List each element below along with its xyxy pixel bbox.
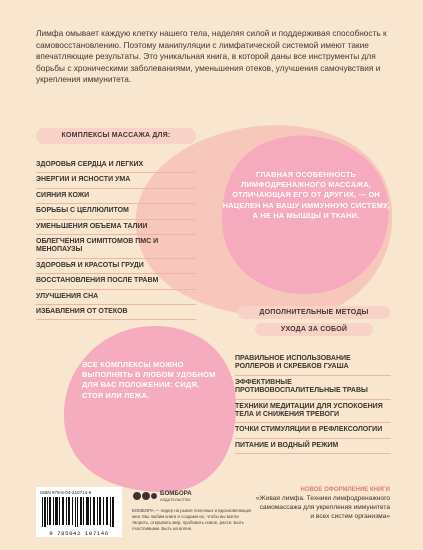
list-item: ИЗБАВЛЕНИЯ ОТ ОТЕКОВ: [36, 305, 196, 320]
isbn: ISBN 978-5-04-210714-6: [40, 490, 92, 495]
list-item: ТЕХНИКИ МЕДИТАЦИИ ДЛЯ УСПОКОЕНИЯ ТЕЛА И СНИЖЕНИЯ ТРЕВОГИ: [235, 400, 391, 424]
pink-blob-bottom: [58, 320, 243, 498]
publisher-logo-icon: [132, 490, 158, 502]
list-item: БОРЬБЫ С ЦЕЛЛЮЛИТОМ: [36, 204, 196, 219]
massage-heading: КОМПЛЕКСЫ МАССАЖА ДЛЯ:: [61, 132, 171, 139]
publisher-about: БОМБОРА — лидер на рынке полезных и вдохновляющих книг. Мы любим книги и создаем их, чтобы вы могли творить, открывать мир, пробовать новое, расти. Быть счастливыми. Быть на волне.: [132, 508, 252, 531]
massage-list: [36, 158, 196, 320]
feature-statement: ГЛАВНАЯ ОСОБЕННОСТЬ ЛИМФОДРЕНАЖНОГО МАССАЖА, ОТЛИЧАЮЩАЯ ЕГО ОТ ДРУГИХ, — ОН НАЦЕЛЕН НА ВАШУ ИММУННУЮ СИСТЕМУ, А НЕ НА МЫШЦЫ И ТКАНИ.: [222, 170, 390, 220]
extra-heading-line1: ДОПОЛНИТЕЛЬНЫЕ МЕТОДЫ: [259, 309, 369, 316]
extra-heading-pill: [238, 306, 390, 319]
extra-list: [235, 352, 391, 454]
list-item: ЗДОРОВЬЯ И КРАСОТЫ ГРУДИ: [36, 259, 196, 274]
list-item: СИЯНИЯ КОЖИ: [36, 189, 196, 204]
new-edition-title: «Живая лимфа. Техники лимфодренажного самомассажа для укрепления иммунитета и всех систем организма»: [255, 495, 390, 520]
list-item: ОБЛЕГЧЕНИЯ СИМПТОМОВ ПМС И МЕНОПАУЗЫ: [36, 235, 196, 259]
barcode-number: 9 785042 107146: [49, 530, 109, 537]
list-item: ПРАВИЛЬНОЕ ИСПОЛЬЗОВАНИЕ РОЛЛЕРОВ И СКРЕБКОВ ГУАША: [235, 352, 391, 376]
publisher-name: БОМБОРА: [160, 490, 192, 497]
massage-heading-pill: [36, 128, 196, 144]
intro-paragraph: Лимфа омывает каждую клетку нашего тела, наделяя силой и поддерживая способность к самовосстановлению. Поэтому манипуляции с лимфатической системой имеют такие впечатляющие результаты. Это уникальная книга, в которой даны все инструменты для борьбы с хроническими заболеваниями, уменьшения отеков, улучшения самочувствия и укрепления иммунитета.: [36, 28, 387, 85]
extra-heading-pill-2: [255, 323, 373, 336]
extra-heading-line2: УХОДА ЗА СОБОЙ: [280, 326, 348, 333]
new-edition-label: НОВОЕ ОФОРМЛЕНИЕ КНИГИ: [300, 487, 390, 493]
list-item: УМЕНЬШЕНИЯ ОБЪЕМА ТАЛИИ: [36, 220, 196, 235]
list-item: ЭФФЕКТИВНЫЕ ПРОТИВОВОСПАЛИТЕЛЬНЫЕ ТРАВЫ: [235, 376, 391, 400]
list-item: УЛУЧШЕНИЯ СНА: [36, 290, 196, 305]
list-item: ВОССТАНОВЛЕНИЯ ПОСЛЕ ТРАВМ: [36, 274, 196, 289]
publisher-subtitle: ИЗДАТЕЛЬСТВО: [160, 498, 191, 502]
positions-statement: ВСЕ КОМПЛЕКСЫ МОЖНО ВЫПОЛНЯТЬ В ЛЮБОМ УДОБНОМ ДЛЯ ВАС ПОЛОЖЕНИИ: СИДЯ, СТОЯ ИЛИ ЛЕЖА.: [82, 360, 216, 400]
list-item: ЗДОРОВЬЯ СЕРДЦА И ЛЕГКИХ: [36, 158, 196, 173]
list-item: ПИТАНИЕ И ВОДНЫЙ РЕЖИМ: [235, 439, 391, 454]
list-item: ТОЧКИ СТИМУЛЯЦИИ В РЕФЛЕКСОЛОГИИ: [235, 423, 391, 438]
list-item: ЭНЕРГИИ И ЯСНОСТИ УМА: [36, 173, 196, 188]
